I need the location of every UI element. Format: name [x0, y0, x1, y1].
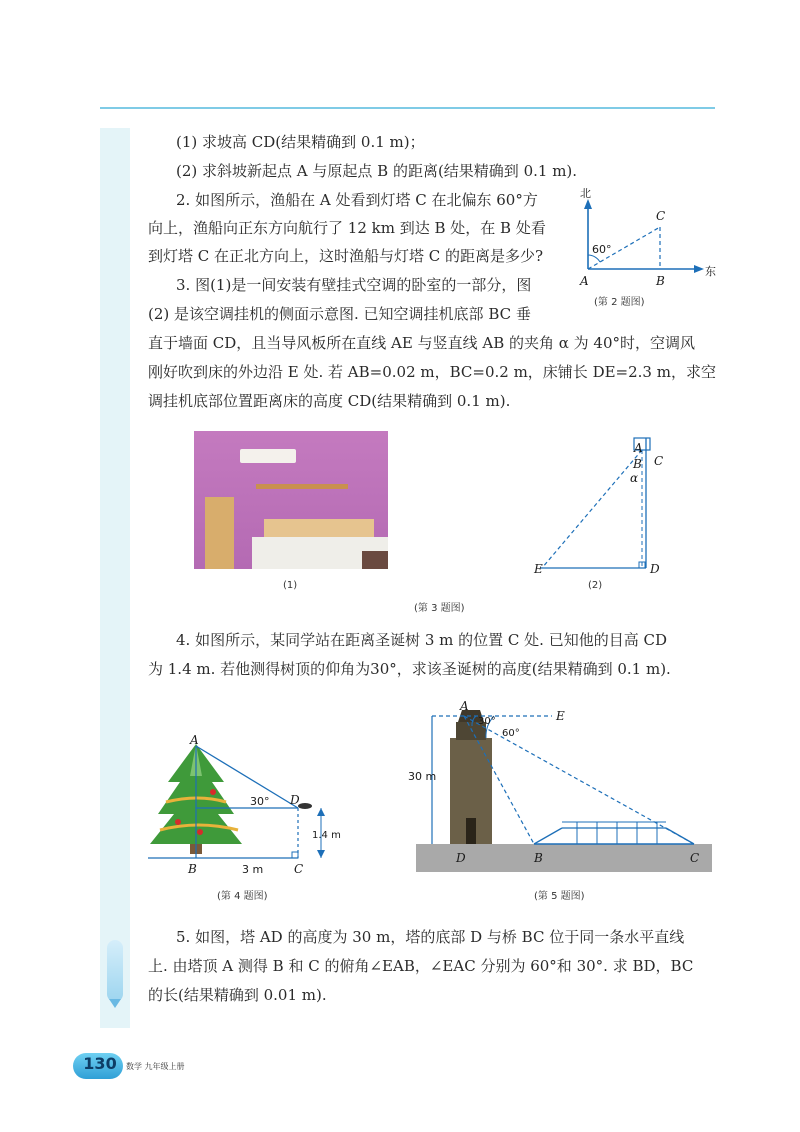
figure-caption: (第 5 题图)	[534, 891, 585, 902]
point-label: B	[534, 851, 543, 865]
angle-label: α	[630, 471, 639, 485]
text-line: (2) 是该空调挂机的侧面示意图. 已知空调挂机底部 BC 垂	[148, 305, 531, 323]
margin-sidebar	[100, 128, 130, 1028]
book-title: 数学 九年级上册	[126, 1062, 185, 1071]
height-label: 1.4 m	[312, 830, 341, 841]
subfigure-label: (1)	[283, 580, 298, 591]
exercise-4: 4. 如图所示，某同学站在距离圣诞树 3 m 的位置 C 处. 已知他的目高 CD	[176, 631, 667, 649]
dresser	[205, 497, 234, 569]
header-rule	[100, 107, 715, 109]
figure-caption: (第 4 题图)	[217, 891, 268, 902]
point-label: C	[656, 209, 666, 223]
nightstand	[362, 551, 388, 569]
height-label: 30 m	[408, 770, 437, 783]
north-label: 北	[580, 187, 591, 200]
arrow-down-icon	[109, 999, 121, 1008]
figure-caption: (第 3 题图)	[414, 603, 465, 614]
exercise-5: 5. 如图，塔 AD 的高度为 30 m，塔的底部 D 与桥 BC 位于同一条水平直线	[176, 928, 685, 946]
text-line: 调挂机底部位置距离床的高度 CD(结果精确到 0.1 m).	[148, 392, 511, 410]
angle-label: 30°	[250, 795, 270, 808]
point-label: B	[656, 274, 665, 288]
point-label: A	[460, 699, 469, 713]
text-line: (2) 求斜坡新起点 A 与原起点 B 的距离(结果精确到 0.1 m).	[176, 162, 578, 180]
point-label: A	[190, 733, 199, 747]
text-line: 到灯塔 C 在正北方向上，这时渔船与灯塔 C 的距离是多少?	[148, 247, 544, 265]
point-label: D	[290, 793, 300, 807]
figure-3-diagram	[530, 432, 680, 580]
east-label: 东	[705, 265, 716, 278]
text-line: 向上，渔船向正东方向航行了 12 km 到达 B 处，在 B 处看	[148, 219, 546, 237]
exercise-2: 2. 如图所示，渔船在 A 处看到灯塔 C 在北偏东 60°方	[176, 191, 538, 209]
point-label: A	[580, 274, 589, 288]
point-label: C	[294, 862, 304, 876]
distance-label: 3 m	[242, 863, 264, 876]
text-line: (1) 求坡高 CD(结果精确到 0.1 m)；	[176, 133, 425, 151]
angle-label: 60°	[592, 243, 612, 256]
angle-label: 30°	[478, 716, 496, 727]
figure-2-diagram	[560, 185, 720, 315]
page-number: 130	[83, 1054, 117, 1073]
point-label: B	[188, 862, 197, 876]
point-label: B	[633, 457, 642, 471]
point-label: D	[456, 851, 466, 865]
figure-5-diagram	[402, 698, 717, 878]
figure-4-diagram	[138, 732, 348, 877]
angle-label: 60°	[502, 728, 520, 739]
text-line: 刚好吹到床的外边沿 E 处. 若 AB=0.02 m，BC=0.2 m，床铺长 DE=2.3 m，求空	[148, 363, 716, 381]
air-conditioner	[240, 449, 296, 463]
scroll-grip[interactable]	[107, 940, 123, 1002]
text-line: 直于墙面 CD，且当导风板所在直线 AE 与竖直线 AB 的夹角 α 为 40°时，空调风	[148, 334, 696, 352]
text-line: 的长(结果精确到 0.01 m).	[148, 986, 327, 1004]
point-label: C	[654, 454, 664, 468]
point-label: A	[634, 441, 643, 455]
wall-shelf	[256, 484, 348, 489]
point-label: E	[534, 562, 543, 576]
point-label: D	[650, 562, 660, 576]
point-label: E	[556, 709, 565, 723]
text-line: 上. 由塔顶 A 测得 B 和 C 的俯角∠EAB，∠EAC 分别为 60°和 30°. 求 BD，BC	[148, 957, 694, 975]
point-label: C	[690, 851, 700, 865]
text-line: 为 1.4 m. 若他测得树顶的仰角为30°，求该圣诞树的高度(结果精确到 0.1 m).	[148, 660, 671, 678]
bedroom-photo	[194, 431, 388, 569]
figure-caption: (第 2 题图)	[594, 297, 645, 308]
subfigure-label: (2)	[588, 580, 603, 591]
exercise-3: 3. 图(1)是一间安装有壁挂式空调的卧室的一部分，图	[176, 276, 532, 294]
